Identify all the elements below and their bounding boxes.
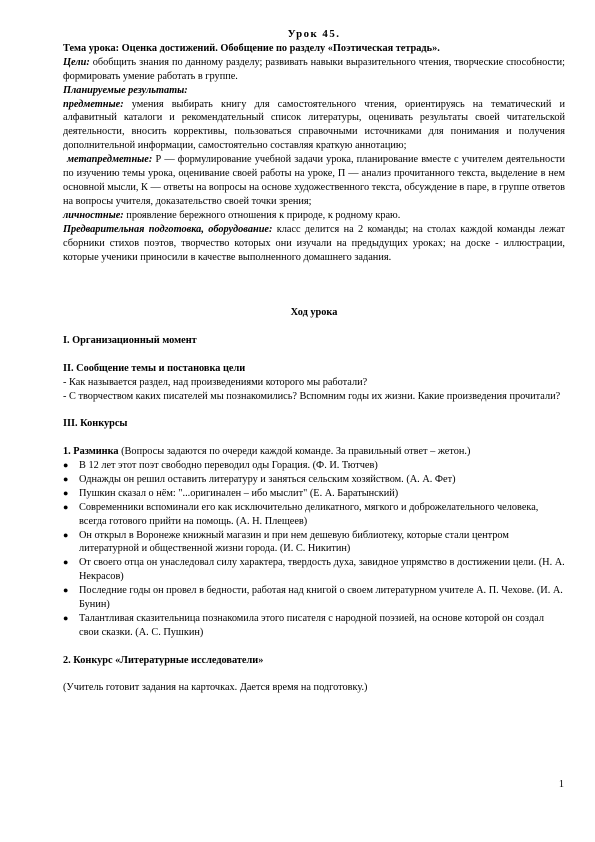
list-item: ● Однажды он решил оставить литературу и заняться сельским хозяйством. (А. А. Фет) <box>63 473 456 485</box>
warmup-line <box>63 445 565 459</box>
contest-2-heading: 2. Конкурс «Литературные исследователи» <box>63 654 264 666</box>
topic-label: Тема урока: <box>63 42 120 54</box>
section-2-heading: II. Сообщение темы и постановка цели <box>63 362 246 374</box>
metasubject-text: Р — формулирование учебной задачи урока, планирование вместе с учителем деятельности по изучению темы урока, оценивание своей работы на уроке, П — анализ прочитанного текста, выделение в нем основной мысли, К — ответы на вопросы на основе художественного текста, обсуждение в паре, в группе ответов на вопросы учителя, доказательство своей точки зрения; <box>63 154 565 207</box>
list-item: ● Последние годы он провел в бедности, работая над книгой о своем литературном учителе А. П. Чехове. (И. А. Бунин) <box>63 585 563 611</box>
list-item: ● От своего отца он унаследовал силу характера, твердость духа, завидное упрямство в достижении цели. (Н. А. Некрасов) <box>63 557 565 583</box>
bullet-icon: ● <box>63 460 69 470</box>
preparation-text: класс делится на 2 команды; на столах каждой команды лежат сборники стихов поэтов, творчество которых они изучали на предыдущих уроках; на доске - иллюстрации, которые ученики приносили в качестве выполненного домашнего задания. <box>63 223 566 263</box>
section-1-heading: I. Организационный момент <box>63 334 197 346</box>
personal-text: проявление бережного отношения к природе, к родному краю. <box>123 209 401 221</box>
personal-label: личностные: <box>63 209 124 221</box>
list-item: ● Он открыл в Воронеже книжный магазин и при нем дешевую библиотеку, которые стали центром литературной и общественной жизни города. (И. С. Никитин) <box>63 529 509 555</box>
section-2-question-1: - Как называется раздел, над произведениями которого мы работали? <box>63 376 368 388</box>
warmup-label: 1. Разминка <box>63 446 119 458</box>
list-item: ● Талантливая сказительница познакомила этого писателя с народной поэзией, на основе которой он создал свои сказки. (А. С. Пушкин) <box>63 612 544 638</box>
bullet-icon: ● <box>63 557 69 568</box>
list-item: ● Пушкин сказал о нём: "...оригинален – ибо мыслит" (Е. А. Баратынский) <box>63 487 399 499</box>
quiz-list <box>63 459 565 640</box>
goals-label: Цели: <box>63 56 90 68</box>
bullet-icon: ● <box>63 529 69 540</box>
goals-paragraph <box>63 56 565 84</box>
bullet-icon: ● <box>63 585 69 596</box>
warmup-text: (Вопросы задаются по очереди каждой команде. За правильный ответ – жетон.) <box>118 446 471 458</box>
metasubject-results <box>63 153 565 209</box>
document-page <box>63 28 565 695</box>
personal-results <box>63 209 565 223</box>
subject-results <box>63 98 565 154</box>
subject-label: предметные: <box>63 98 124 110</box>
preparation-paragraph <box>63 223 565 265</box>
topic-text: Оценка достижений. Обобщение по разделу «Поэтическая тетрадь». <box>119 42 440 54</box>
section-2-question-2: - С творчеством каких писателей мы познакомились? Вспомним годы их жизни. Какие произведения прочитали? <box>63 390 561 402</box>
planned-results-heading: Планируемые результаты: <box>63 84 188 96</box>
lesson-flow-heading: Ход урока <box>290 307 338 319</box>
section-3-heading: III. Конкурсы <box>63 418 128 430</box>
bullet-icon: ● <box>63 612 69 623</box>
bullet-icon: ● <box>63 487 69 498</box>
bullet-icon: ● <box>63 473 69 484</box>
metasubject-label: метапредметные: <box>67 154 153 166</box>
topic-line <box>63 42 565 56</box>
list-item: ● В 12 лет этот поэт свободно переводил оды Горация. (Ф. И. Тютчев) <box>63 460 378 471</box>
contest-2-note: (Учитель готовит задания на карточках. Дается время на подготовку.) <box>63 682 368 694</box>
goals-text: обобщить знания по данному разделу; развивать навыки выразительного чтения, творческие способности; формировать умение работать в группе. <box>63 56 565 82</box>
subject-text: умения выбирать книгу для самостоятельного чтения, ориентируясь на тематический и алфавитный каталоги и рекомендательный список литературы, оценивать результаты своей читательской деятельности, вносить коррективы, пользоваться справочными источниками для понимания и получения дополнительной информации, самостоятельно составляя краткую аннотацию; <box>63 98 565 152</box>
bullet-icon: ● <box>63 501 69 512</box>
list-item: ● Современники вспоминали его как исключительно деликатного, мягкого и доброжелательного человека, всегда готового прийти на помощь. (А. Н. Плещеев) <box>63 501 539 527</box>
lesson-title: Урок 45. <box>287 28 341 40</box>
preparation-label: Предварительная подготовка, оборудование: <box>63 223 273 235</box>
page-number: 1 <box>558 779 564 790</box>
